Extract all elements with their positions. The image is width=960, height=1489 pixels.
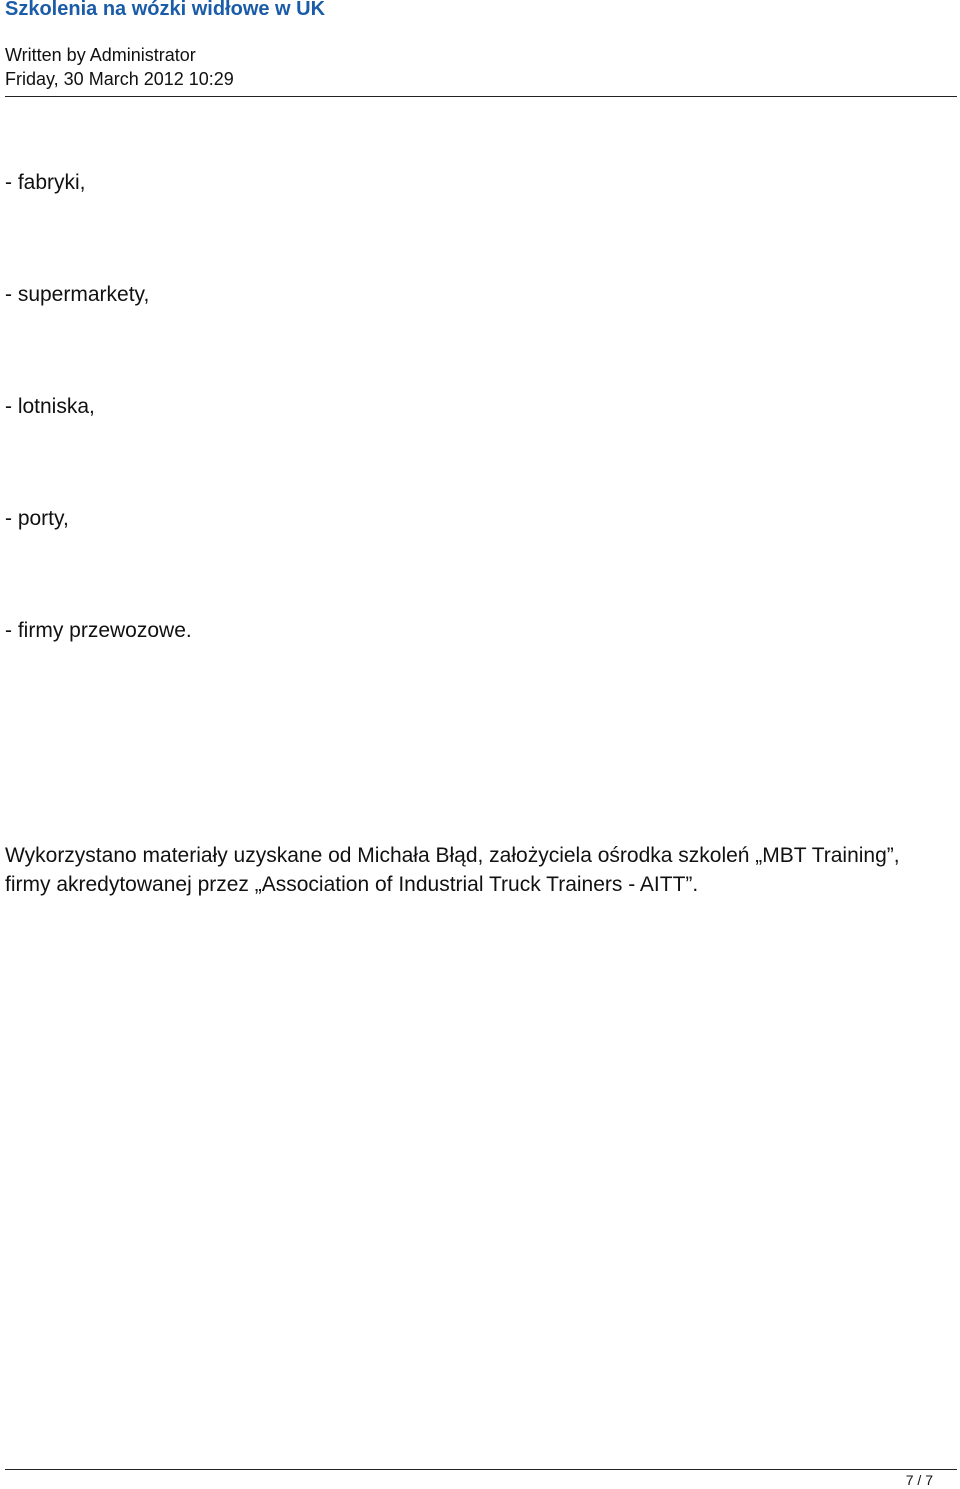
footer-divider [5,1469,957,1470]
page-number: 7 / 7 [905,1472,933,1488]
list-item-supermarkety: - supermarkety, [5,283,150,306]
list-item-porty: - porty, [5,507,69,530]
list-item-fabryki: - fabryki, [5,171,86,194]
article-title: Szkolenia na wózki widłowe w UK [5,0,326,20]
list-item-firmy-przewozowe: - firmy przewozowe. [5,619,192,642]
source-paragraph: Wykorzystano materiały uzyskane od Michała Błąd, założyciela ośrodka szkoleń „MBT Training”, firmy akredytowanej przez „Association of Industrial Truck Trainers - AITT”. [5,844,900,896]
header-divider [5,96,957,97]
article-date: Friday, 30 March 2012 10:29 [5,69,234,89]
list-item-lotniska: - lotniska, [5,395,95,418]
article-author: Written by Administrator [5,45,196,65]
